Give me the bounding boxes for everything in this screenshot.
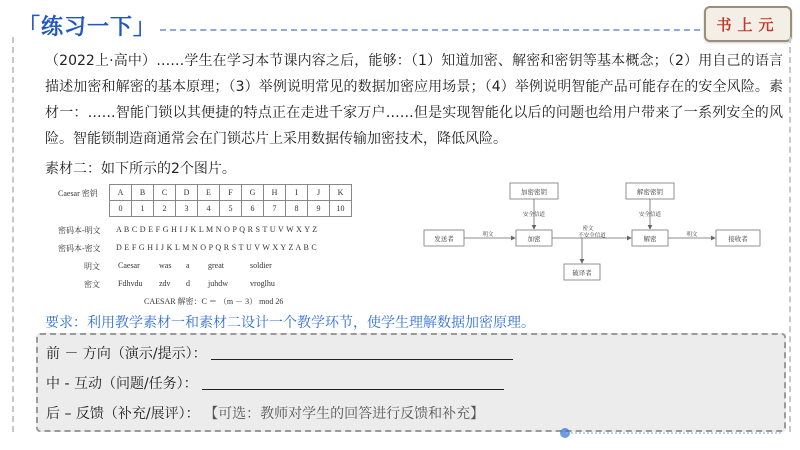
letter-cell: K (329, 184, 352, 201)
number-cell: 8 (285, 200, 308, 217)
plain-alphabet: A B C D E F G H I J K L M N O P Q R S T U V W X Y Z (116, 225, 318, 234)
cipher-alphabet: D E F G H I J K L M N O P Q R S T U V W X Y Z A B C (116, 243, 318, 252)
cipher-alphabet-label: 密码本-密文 (58, 244, 101, 253)
caesar-formula: CAESAR 解密：C ＝ （m － 3） mod 26 (144, 297, 284, 306)
answer-blank-during[interactable] (202, 374, 504, 390)
cipher-word: d (186, 279, 190, 288)
caesar-cipher-figure (58, 184, 378, 309)
letter-cell: D (175, 184, 198, 201)
number-cell: 4 (197, 200, 220, 217)
caesar-letter-row (110, 184, 352, 201)
watermark-strip (566, 432, 781, 446)
caesar-number-row (110, 200, 352, 217)
dec-key-text: 解密密钥 (637, 188, 663, 196)
question-paragraph: （2022上·高中）……学生在学习本节课内容之后，能够：（1）知道加密、解密和密钥等基本概念；（2）用自己的语言描述加密和解密的基本原理；（3）举例说明常见的数据加密应用场景；（4）举例说明智能产品可能存在的安全风险。素材一：……智能门锁以其便捷的特点正在走进千家万户……但是实现智能化以后的问题也给用户带来了一系列安全的风险。智能锁制造商通常会在门锁芯片上采用数据传输加密技术，降低风险。 (45, 53, 783, 147)
decrypt-text: 解密 (643, 235, 657, 243)
number-cell: 1 (131, 200, 154, 217)
task-after-label: 后 – 反馈（补充/展评）： (46, 406, 200, 422)
encrypt-text: 加密 (527, 235, 541, 243)
letter-cell: J (307, 184, 330, 201)
plain-alphabet-label: 密码本-明文 (58, 226, 101, 235)
plain-word: soldier (250, 261, 272, 270)
plaintext-flow-label: 明文 (482, 232, 494, 238)
cipher-word: zdv (159, 279, 171, 288)
task-after-option: 【可选：教师对学生的回答进行反馈和补充】 (204, 406, 485, 422)
plaintext-label: 明文 (84, 262, 100, 271)
number-cell: 6 (241, 200, 264, 217)
letter-cell: A (109, 184, 132, 201)
plain-word: Caesar (118, 261, 140, 270)
material-two-label: 素材二：如下所示的2个图片。 (45, 161, 236, 177)
number-cell: 7 (263, 200, 286, 217)
letter-cell: E (197, 184, 220, 201)
number-cell: 0 (109, 200, 132, 217)
ciphertext-flow-label: 密文 (582, 226, 594, 232)
letter-cell: I (285, 184, 308, 201)
sender-text: 发送者 (434, 235, 454, 243)
cipher-word: vroglhu (250, 279, 275, 288)
insecure-channel-label: 不安全信道 (578, 233, 606, 239)
task-line-before (46, 343, 513, 363)
number-cell: 10 (329, 200, 352, 217)
letter-cell: C (153, 184, 176, 201)
receiver-text: 接收者 (728, 235, 748, 243)
answer-blank-before[interactable] (211, 344, 513, 360)
ciphertext-label: 密文 (84, 280, 100, 289)
task-during-label: 中 - 互动（问题/任务）： (46, 376, 198, 392)
letter-cell: F (219, 184, 242, 201)
plain-word: great (208, 261, 224, 270)
number-cell: 2 (153, 200, 176, 217)
task-line-during (46, 373, 504, 393)
encryption-flow-diagram (420, 180, 780, 285)
cipher-word: juhdw (208, 279, 228, 288)
number-cell: 5 (219, 200, 242, 217)
task-before-label: 前 － 方向（演示/提示）： (46, 346, 207, 362)
header-divider (160, 29, 700, 31)
secure-channel-label: 安全信道 (522, 212, 546, 218)
section-title: 「练习一下」 (18, 15, 157, 40)
cipher-word: Fdhvdu (118, 279, 143, 288)
caesar-key-label: Caesar 密钥 (58, 189, 98, 198)
plaintext-flow-label: 明文 (686, 232, 698, 238)
plain-word: a (186, 261, 190, 270)
letter-cell: G (241, 184, 264, 201)
letter-cell: H (263, 184, 286, 201)
attacker-text: 破译者 (572, 269, 592, 277)
secure-channel-label: 安全信道 (638, 212, 662, 218)
requirement-text: 要求：利用教学素材一和素材二设计一个教学环节，使学生理解数据加密原理。 (45, 315, 535, 331)
letter-cell: B (131, 184, 154, 201)
number-cell: 9 (307, 200, 330, 217)
number-cell: 3 (175, 200, 198, 217)
enc-key-text: 加密密钥 (521, 188, 547, 196)
plain-word: was (159, 261, 172, 270)
task-line-after (46, 403, 484, 423)
brand-badge: 书上元 (704, 6, 792, 42)
